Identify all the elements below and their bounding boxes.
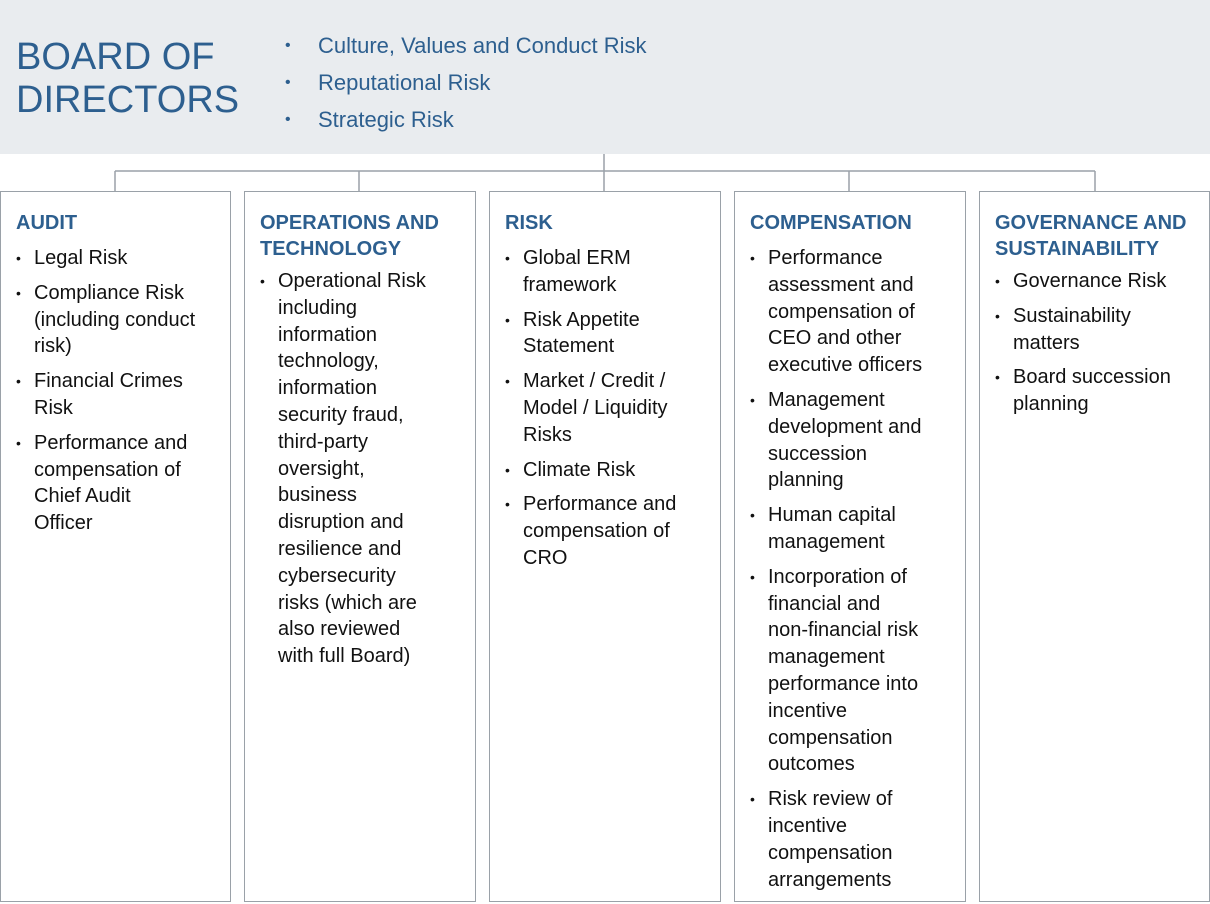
- committee-item-text: Sustainability matters: [1013, 304, 1131, 354]
- bullet-icon: •: [285, 74, 291, 91]
- committee-item: [505, 368, 712, 448]
- committee-box-governance-and-sustainability: [979, 191, 1210, 902]
- committee-item-text: Risk review of incentive compensation arrangements: [768, 788, 893, 891]
- bullet-icon: •: [750, 568, 755, 585]
- bullet-icon: •: [260, 273, 265, 289]
- committee-item-text: Board succession planning: [1013, 366, 1171, 416]
- committee-item-text: Compliance Risk (including conduct risk): [34, 281, 196, 358]
- committee-item: [16, 368, 222, 422]
- committee-title: GOVERNANCE AND SUSTAINABILITY: [995, 212, 1187, 260]
- committee-item-text: Climate Risk: [523, 458, 636, 481]
- committee-item: [505, 457, 712, 484]
- bullet-icon: •: [505, 461, 510, 478]
- committee-item: [995, 268, 1201, 295]
- board-risk-label: Strategic Risk: [318, 107, 454, 132]
- committee-item: [750, 564, 957, 778]
- committee-box-risk: [489, 191, 721, 902]
- committee-item: [750, 786, 957, 893]
- committee-item-text: Financial Crimes Risk: [34, 370, 183, 419]
- committee-box-compensation: [734, 191, 966, 902]
- committee-item-list: [16, 245, 222, 545]
- committee-item: [505, 245, 712, 299]
- bullet-icon: •: [995, 273, 1000, 289]
- committee-item: [750, 502, 957, 556]
- bullet-icon: •: [995, 369, 1000, 386]
- committee-item: [16, 280, 222, 360]
- bullet-icon: •: [505, 250, 510, 266]
- committee-item-text: Human capital management: [768, 504, 896, 553]
- committee-item: [505, 307, 712, 361]
- bullet-icon: •: [750, 250, 755, 266]
- committee-box-audit: [0, 191, 231, 902]
- committee-item-list: [995, 268, 1201, 426]
- bullet-icon: •: [750, 507, 755, 524]
- committee-title: AUDIT: [16, 212, 78, 234]
- committee-box-operations-and-technology: [244, 191, 476, 902]
- committee-item-text: Risk Appetite Statement: [523, 308, 640, 358]
- committee-item-text: Legal Risk: [34, 247, 128, 269]
- committee-title: RISK: [505, 212, 553, 234]
- committee-item-text: Performance and compensation of Chief Audit Officer: [34, 431, 188, 535]
- committee-item-text: Incorporation of financial and non-financial risk management performance into incentive compensation outcomes: [768, 565, 919, 776]
- committee-item-list: [260, 268, 467, 678]
- committee-item-text: Performance and compensation of CRO: [523, 493, 677, 569]
- committee-item-text: Global ERM framework: [523, 247, 631, 296]
- committee-item: [750, 245, 957, 379]
- board-risk-label: Reputational Risk: [318, 70, 491, 95]
- bullet-icon: •: [505, 496, 510, 513]
- committee-item-list: [750, 245, 957, 901]
- bullet-icon: •: [750, 391, 755, 408]
- bullet-icon: •: [16, 434, 21, 451]
- committee-item: [995, 303, 1201, 357]
- bullet-icon: •: [16, 373, 21, 390]
- bullet-icon: •: [750, 791, 755, 808]
- committee-item-text: Management development and succession planning: [768, 388, 922, 492]
- committee-item-text: Market / Credit / Model / Liquidity Risks: [523, 370, 668, 446]
- committee-item-list: [505, 245, 712, 580]
- bullet-icon: •: [16, 284, 21, 301]
- committee-item: [505, 491, 712, 571]
- bullet-icon: •: [505, 373, 510, 390]
- committee-item: [260, 268, 467, 670]
- committee-title: OPERATIONS AND TECHNOLOGY: [260, 212, 439, 260]
- bullet-icon: •: [505, 311, 510, 328]
- bullet-icon: •: [995, 307, 1000, 324]
- board-title: BOARD OF DIRECTORS: [16, 36, 240, 121]
- bullet-icon: •: [285, 37, 291, 54]
- committee-item-text: Operational Risk including information technology, information security fraud, third-party oversight, business disruption and resilience and cybersecurity risks (which are also reviewed with full Board): [278, 270, 426, 668]
- board-risk-label: Culture, Values and Conduct Risk: [318, 33, 647, 58]
- committee-title: COMPENSATION: [750, 212, 912, 234]
- committee-item: [16, 430, 222, 537]
- committee-item: [16, 245, 222, 272]
- org-chart-connectors: [0, 0, 1210, 200]
- committee-item: [750, 387, 957, 494]
- committee-item-text: Performance assessment and compensation of CEO and other executive officers: [768, 247, 923, 377]
- committee-item-text: Governance Risk: [1013, 270, 1167, 292]
- committee-item: [995, 364, 1201, 418]
- bullet-icon: •: [16, 250, 21, 266]
- bullet-icon: •: [285, 111, 291, 128]
